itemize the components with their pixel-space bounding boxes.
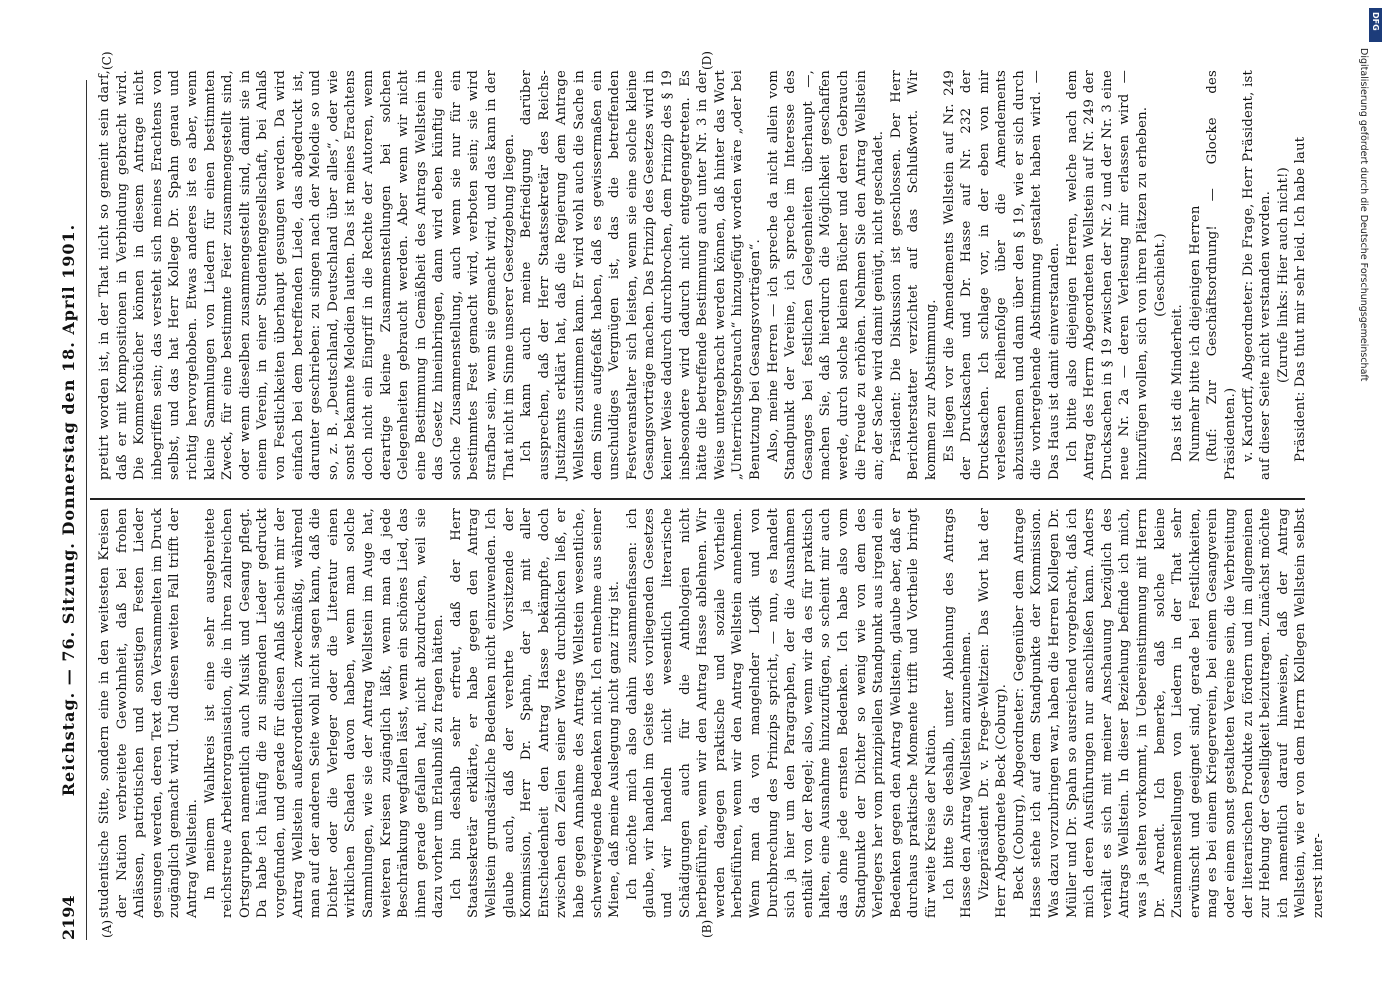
paragraph: Ich bin deshalb sehr erfreut, daß der Herr Staatssekretär erklärte, er habe gegen den Antrag Wellstein grundsätzliche Bedenken nicht einzuwenden. Ich glaube auch, daß der verehrte Vorsitzende der Kommission, Herr Dr. Spahn, der ja mit aller Entschiedenheit den Antrag Hasse bekämpfte, doch zwischen den Zeilen seiner Worte durchblicken ließ, er habe gegen Annahme des Antrags Wellstein wesentliche, schwerwiegende Bedenken nicht. Ich entnehme aus seiner Miene, daß meine Auslegung nicht ganz irrig ist. (448, 508, 623, 918)
margin-label-c: (C) (100, 51, 114, 70)
paragraph: Es liegen vor die Amendements Wellstein auf Nr. 249 der Drucksachen und Dr. Hasse auf Nr. 232 der Drucksachen. Ich schlage vor, in der eben von mir verlesenen Reihenfolge über die Amendements abzustimmen und dann über den § 19, wie er sich durch die vorhergehende Abstimmung gestaltet haben wird. — Das Haus ist damit einverstanden. (941, 70, 1063, 480)
header-rule (86, 80, 87, 940)
speaker-paragraph: Beck (Coburg), Abgeordneter: Gegenüber dem Antrage Hasse stehe ich auf dem Standpunkte der Kommission. Was dazu vorzubringen war, haben die Herren Kollegen Dr. Müller und Dr. Spahn so ausreichend vorgebracht, daß ich mich deren Ausführungen nur anschließen kann. Anders verhält es sich mit meiner Anschauung bezüglich des Antrags Wellstein. In dieser Beziehung befinde ich mich, was ja selten vorkommt, in Uebereinstimmung mit Herrn Dr. Arendt. Ich bemerke, daß solche kleine Zusammenstellungen von Liedern in der That sehr erwünscht und geeignet sind, gerade bei Festlichkeiten, mag es bei einem Kriegerverein, bei einem Gesangverein oder einem sonst gestalteten Vereine sein, die Verbreitung der literarischen Produkte zu fördern und im allgemeinen zur Hebung der Geselligkeit beizutragen. Zunächst möchte ich namentlich darauf hinweisen, daß der Antrag Wellstein, wie er von dem Herrn Kollegen Wellstein selbst zuerst inter- (1011, 508, 1326, 918)
speaker-paragraph: Präsident: Das thut mir sehr leid. Ich habe laut (1293, 136, 1309, 462)
page-number: 2194 (59, 895, 78, 940)
paragraph: Ich kann auch meine Befriedigung darüber aussprechen, daß der Herr Staatssekretär des Reichs-Justizamts erklärt hat, daß die Regierung dem Antrage Wellstein zustimmen kann. Er wird wohl auch die Sache in dem Sinne aufgefaßt haben, daß es gewissermaßen ein unschuldiges Vergnügen ist, das die betreffenden Festveranstalter sich leisten, wenn sie eine solche kleine Gesangsvorträge machen. Das Prinzip des Gesetzes wird in keiner Weise dadurch durchbrochen, dem Prinzip des § 19 insbesondere wird dadurch nicht entgegengetreten. Es hätte die betreffende Bestimmung auch unter Nr. 3 in der Weise untergebracht werden können, daß hinter das Wort „Unterrichtsgebrauch“ hinzugefügt worden wäre „oder bei Benutzung bei Gesangsvorträgen“. (519, 70, 763, 480)
stage-direction: (Ruf: Zur Geschäftsordnung! — Glocke des Präsidenten.) (1205, 70, 1238, 480)
paragraph: Ich bitte Sie deshalb, unter Ablehnung des Antrags Hasse den Antrag Wellstein anzunehmen. (941, 508, 975, 918)
margin-label-b: (B) (700, 919, 714, 938)
left-column (96, 508, 1326, 918)
speaker-paragraph: Präsident: Die Diskussion ist geschlossen. Der Herr Berichterstatter verzichtet auf das Schlußwort. Wir kommen zur Abstimmung. (888, 70, 939, 480)
margin-label-d: (D) (700, 51, 714, 70)
page-header (55, 80, 85, 940)
paragraph: Nunmehr bitte ich diejenigen Herren (1187, 205, 1203, 462)
paragraph: Ich möchte mich also dahin zusammenfassen: ich glaube, wir handeln im Geiste des vorliegenden Gesetzes und wir handeln nicht wesentlich literarische Schädigungen auch für die Anthologien nicht herbeiführen, wenn wir den Antrag Hasse ablehnen. Wir werden dagegen praktische und soziale Vortheile herbeiführen, wenn wir den Antrag Wellstein annehmen. Wenn man da von mangelnder Logik und von Durchbrechung des Prinzips spricht, — nun, es handelt sich ja hier um den Paragraphen, der die Ausnahmen enthält von der Regel; also, wenn wir da es für praktisch halten, eine Ausnahme hinzuzufügen, so scheint mir auch das ohne jede ernsten Bedenken. Ich habe also vom Standpunkte der Dichter so wenig wie von dem des Verlegers her vom prinzipiellen Standpunkt aus irgend ein Bedenken gegen den Antrag Wellstein, glaube aber, daß er durchaus praktische Momente trifft und Vortheile bringt für weite Kreise der Nation. (624, 508, 939, 918)
paragraph: pretirt worden ist, in der That nicht so gemeint sein darf, daß er mit Kompositionen in Verbindung gebracht wird. Die Kommersbücher können in diesem Antrage nicht inbegriffen sein; das versteht sich meines Erachtens von selbst, und das hat Herr Kollege Dr. Spahn genau und richtig hervorgehoben. Etwas anderes ist es aber, wenn kleine Sammlungen von Liedern für einen bestimmten Zweck, für eine bestimmte Feier zusammengestellt sind, oder wenn dieselben zusammengestellt sind, damit sie in einem Verein, in einer Studentengesellschaft, bei Anlaß von Festlichkeiten überhaupt gesungen werden. Da wird einfach bei dem betreffenden Liede, das abgedruckt ist, darunter geschrieben: zu singen nach der Melodie so und so, z. B. „Deutschland, Deutschland über alles“, oder wie sonst bekannte Melodien lauten. Das ist meines Erachtens doch nicht ein Eingriff in die Rechte der Autoren, wenn derartige kleine Zusammenstellungen bei solchen Gelegenheiten gebraucht werden. Aber wenn wir nicht eine Bestimmung in Gemäßheit des Antrags Wellstein in das Gesetz hineinbringen, dann wird eben künftig eine solche Zusammenstellung, auch wenn sie nur für ein bestimmtes Fest gemacht wird, verboten sein; sie wird strafbar sein, wenn sie gemacht wird, und das kann in der That nicht im Sinne unserer Gesetzgebung liegen. (97, 70, 517, 480)
speaker-paragraph: v. Kardorff, Abgeordneter: Die Frage, Herr Präsident, ist auf dieser Seite nicht verstanden worden. (1240, 70, 1274, 480)
stage-direction: (Zurufe links: Hier auch nicht!) (1275, 167, 1291, 383)
paragraph: In meinem Wahlkreis ist eine sehr ausgebreitete reichstreue Arbeiterorganisation, die in ihren zahlreichen Ortsgruppen namentlich auch Musik und Gesang pflegt. Da habe ich häufig die zu singenden Lieder gedruckt vorgefunden, und gerade für diesen Anlaß scheint mir der Antrag Wellstein außerordentlich zweckmäßig, während man auf der anderen Seite wohl nicht sagen kann, daß die Dichter oder die Verleger oder die Literatur einen wirklichen Schaden davon haben, wenn man solche Sammlungen, wie sie der Antrag Wellstein im Auge hat, weiteren Kreisen zugänglich läßt, wenn man da jede Beschränkung wegfallen lässt, wenn ein schönes Lied, das ihnen gerade gefallen hat, nicht abzudrucken, weil sie dazu vorher um Erlaubniß zu fragen hätten. (202, 508, 447, 918)
speaker-paragraph: Vizepräsident Dr. v. Frege-Weltzien: Das Wort hat der Herr Abgeordnete Beck (Coburg). (976, 508, 1010, 918)
margin-label-a: (A) (100, 919, 114, 938)
paragraph: Das ist die Minderheit. (1170, 304, 1186, 462)
paragraph: Ich bitte also diejenigen Herren, welche nach dem Antrag des Herrn Abgeordneten Wellstein auf Nr. 249 der Drucksachen in § 19 zwischen der Nr. 2 und der Nr. 3 eine neue Nr. 2a — deren Verlesung mir erlassen wird — hinzufügen wollen, sich von ihren Plätzen zu erheben. (1064, 70, 1151, 480)
header-title: Reichstag. — 76. Sitzung. Donnerstag den 18. April 1901. (59, 223, 78, 797)
stage-direction: (Geschieht.) (1152, 233, 1168, 317)
digitization-note: Digitalisierung gefördert durch die Deutsche Forschungsgemeinschaft (1358, 48, 1369, 382)
paragraph: Also, meine Herren — ich spreche da nicht allein vom Standpunkt der Vereine, ich spreche im Interesse des Gesanges bei festlichen Gelegenheiten überhaupt —, machen Sie, daß hierdurch die Möglichkeit geschaffen werde, durch solche kleinen Bücher und deren Gebrauch die Freude zu erhöhen. Nehmen Sie den Antrag Wellstein an; der Sache wird damit genügt, nicht geschadet. (765, 70, 887, 480)
paragraph: studentische Sitte, sondern eine in den weitesten Kreisen der Nation verbreitete Gewohnheit, daß bei frohen Anlässen, patriotischen und sonstigen Festen Lieder gesungen werden, deren Text den Versammelten im Druck zugänglich gemacht wird. Und diesen weiten Fall trifft der Antrag Wellstein. (97, 508, 200, 918)
dfg-logo: DFG (1369, 8, 1382, 42)
column-divider (90, 498, 1305, 500)
right-column (96, 70, 1309, 480)
